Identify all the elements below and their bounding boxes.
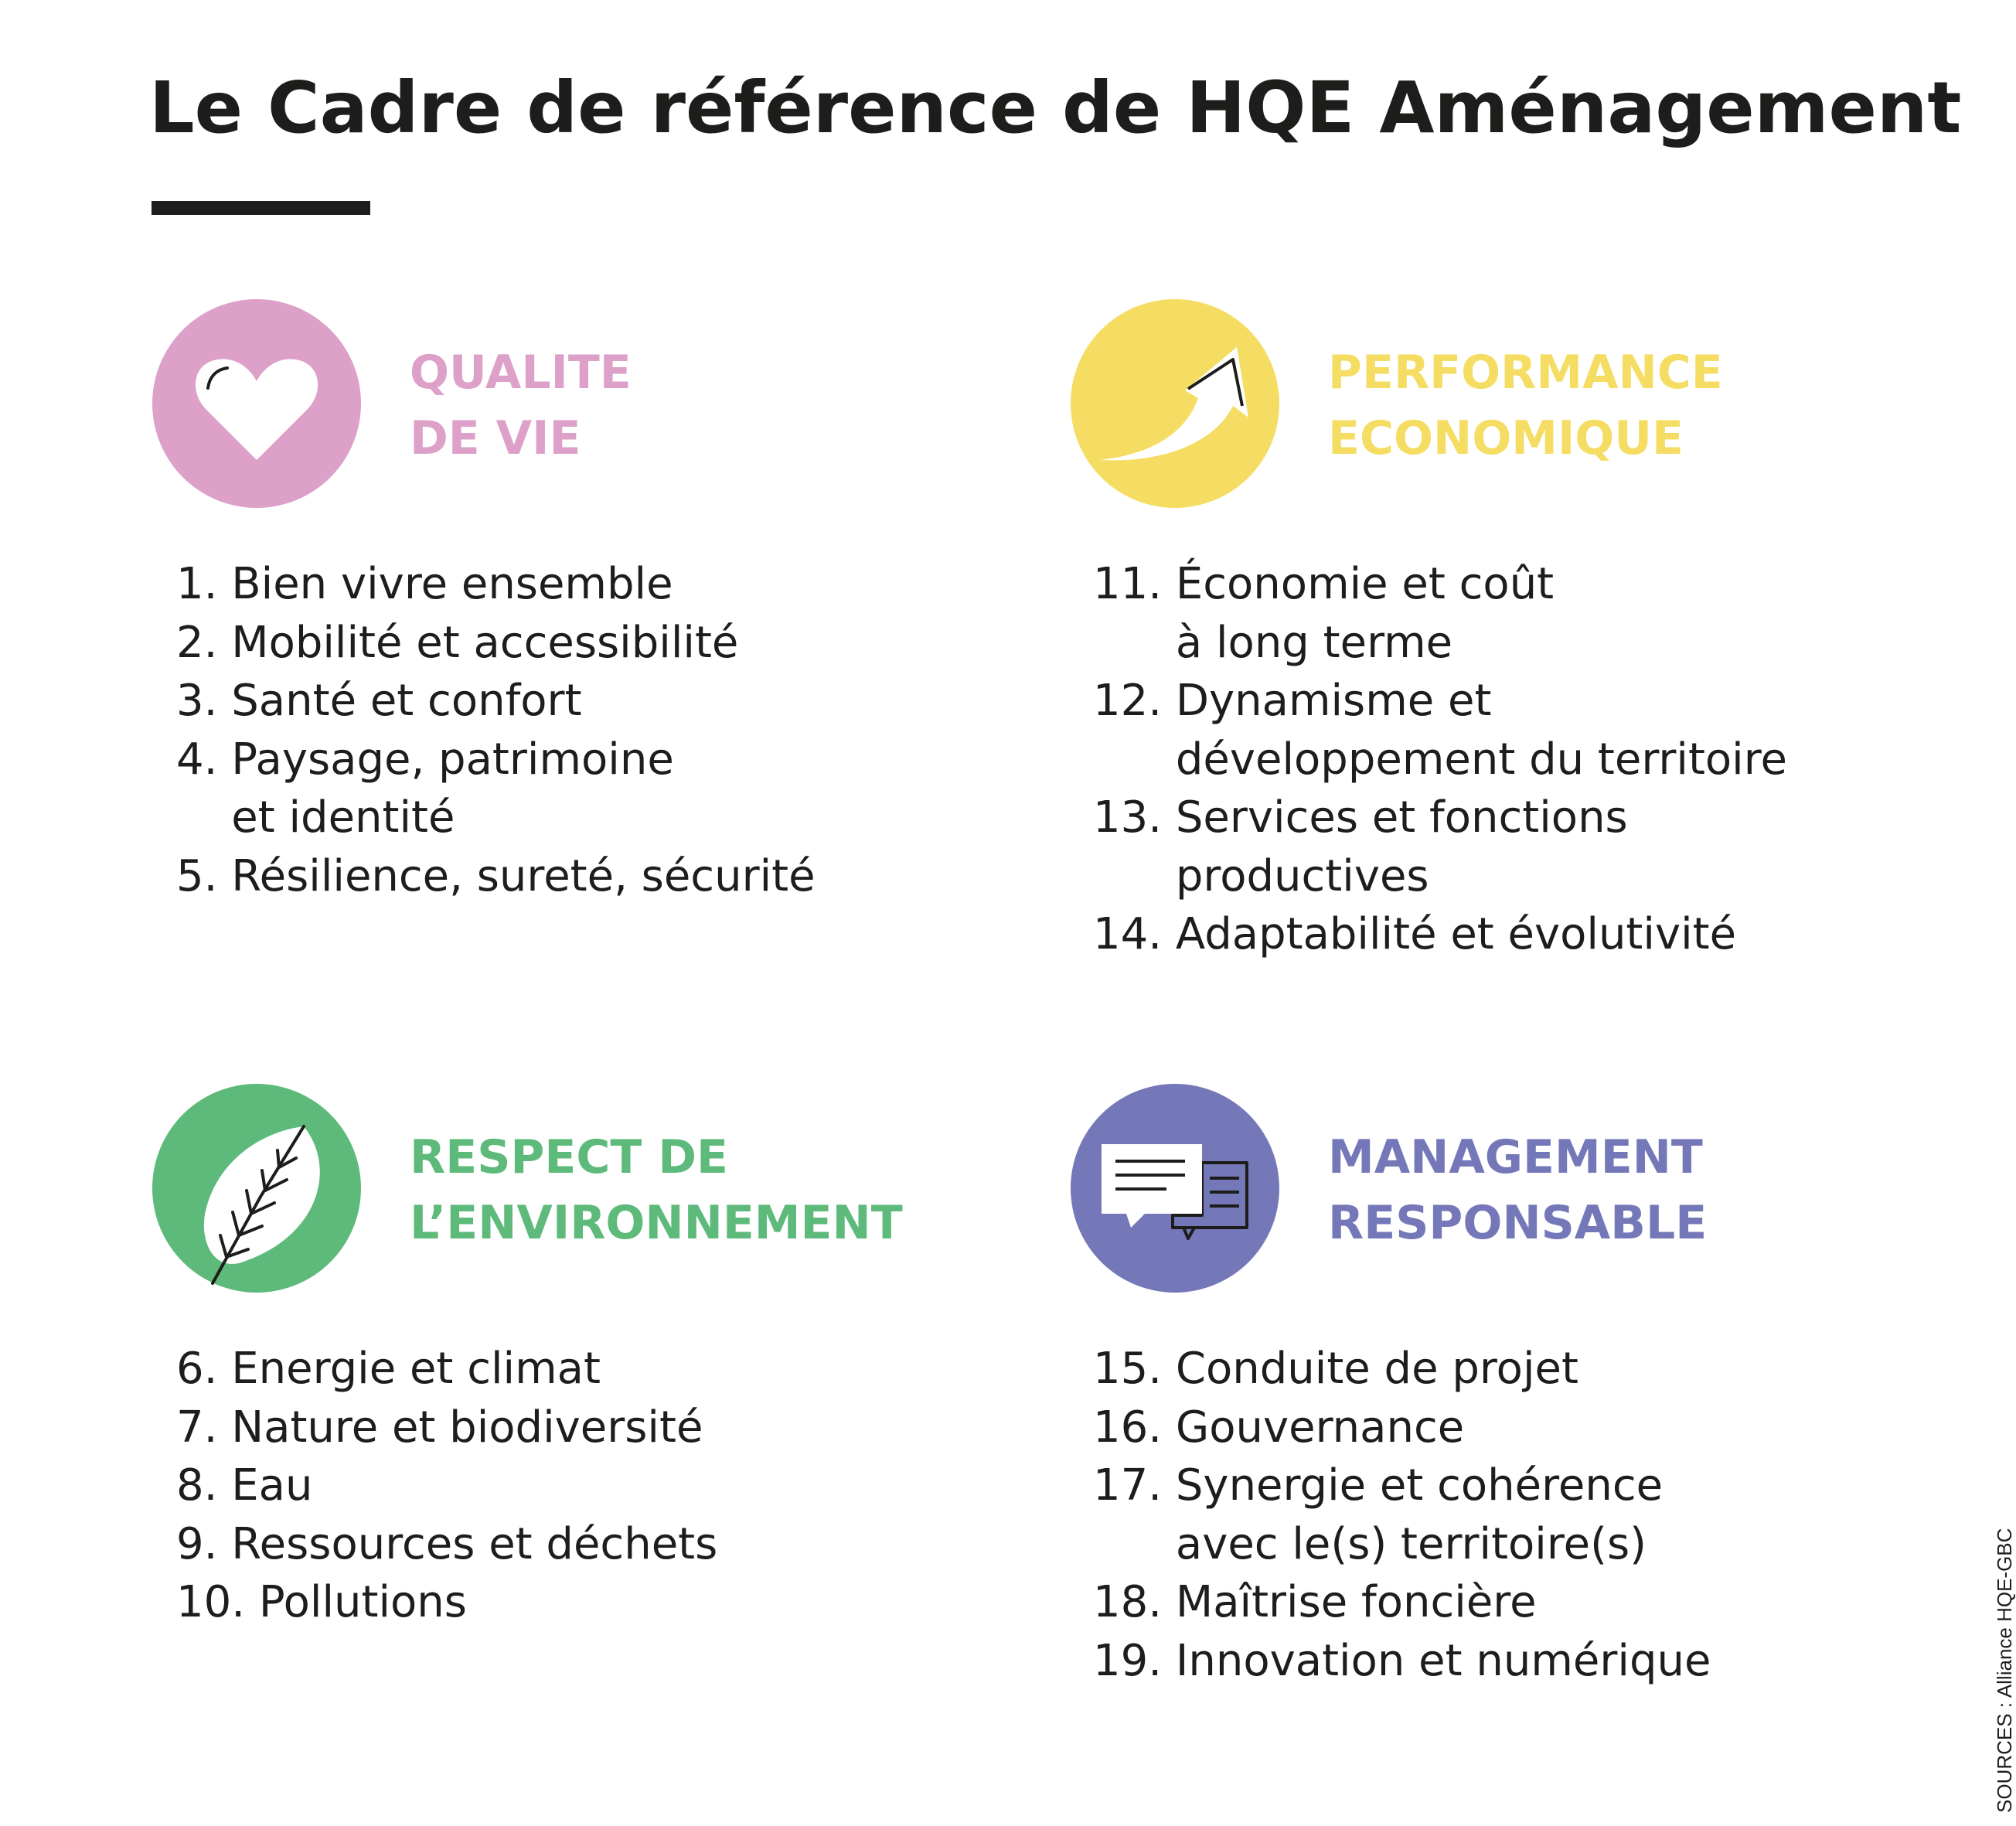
criteria-label: Mobilité et accessibilité (231, 617, 739, 668)
criteria-number: 1. (176, 559, 218, 609)
criteria-label: Économie et coût (1175, 559, 1555, 609)
criteria-label: Nature et biodiversité (231, 1402, 703, 1453)
criteria-item (176, 1340, 717, 1398)
management-responsable-badge (1071, 1084, 1279, 1293)
criteria-list-management-responsable (1093, 1340, 1711, 1690)
criteria-item (1093, 555, 1787, 672)
criteria-number: 15. (1093, 1344, 1163, 1394)
criteria-number: 5. (176, 850, 218, 901)
criteria-number: 7. (176, 1402, 218, 1453)
criteria-label: Paysage, patrimoine (231, 734, 674, 785)
performance-economique-badge (1071, 299, 1279, 508)
criteria-label: Dynamisme et (1175, 676, 1492, 726)
heart-icon (152, 299, 361, 508)
criteria-item (176, 555, 816, 614)
source-credit: SOURCES : Alliance HQE-GBC (1993, 1528, 2016, 1813)
criteria-item (176, 847, 816, 906)
criteria-label: Adaptabilité et évolutivité (1175, 909, 1737, 959)
heading-line: ECONOMIQUE (1328, 411, 1684, 465)
heading-line: QUALITE (410, 346, 632, 400)
criteria-number: 14. (1093, 909, 1163, 959)
criteria-item (1093, 905, 1787, 964)
criteria-number: 8. (176, 1460, 218, 1511)
criteria-label: Energie et climat (231, 1344, 601, 1394)
section-heading-performance-economique (1328, 340, 1723, 472)
criteria-label-continued: et identité (231, 792, 455, 843)
criteria-label-continued: à long terme (1175, 617, 1453, 668)
criteria-number: 3. (176, 676, 218, 726)
section-heading-qualite-de-vie (410, 340, 632, 472)
criteria-label: Bien vivre ensemble (231, 559, 673, 609)
title-underline (152, 201, 370, 215)
criteria-item (1093, 1340, 1711, 1398)
criteria-item (176, 1573, 717, 1632)
criteria-number: 13. (1093, 792, 1163, 843)
criteria-number: 18. (1093, 1577, 1163, 1627)
criteria-number: 17. (1093, 1460, 1163, 1511)
criteria-item (176, 731, 816, 847)
criteria-item (1093, 1456, 1711, 1573)
rising-arrow-icon (1071, 299, 1279, 508)
criteria-item (1093, 1632, 1711, 1691)
criteria-list-qualite-de-vie (176, 555, 816, 905)
criteria-number: 4. (176, 734, 218, 785)
section-heading-respect-environnement (410, 1125, 903, 1256)
criteria-item (176, 1456, 717, 1515)
criteria-label: Résilience, sureté, sécurité (231, 850, 816, 901)
leaf-icon (152, 1084, 361, 1293)
criteria-label: Synergie et cohérence (1175, 1460, 1664, 1511)
section-heading-management-responsable (1328, 1125, 1707, 1256)
heading-line: DE VIE (410, 411, 581, 465)
criteria-item (176, 672, 816, 731)
criteria-item (176, 1398, 717, 1457)
criteria-item (1093, 1398, 1711, 1457)
criteria-label: Innovation et numérique (1175, 1635, 1711, 1686)
criteria-label: Conduite de projet (1175, 1344, 1578, 1394)
criteria-label: Eau (231, 1460, 313, 1511)
heading-line: PERFORMANCE (1328, 346, 1723, 400)
criteria-label-continued: avec le(s) territoire(s) (1175, 1518, 1647, 1569)
criteria-item (1093, 1573, 1711, 1632)
criteria-number: 9. (176, 1518, 218, 1569)
heading-line: MANAGEMENT (1328, 1130, 1703, 1184)
criteria-label: Services et fonctions (1175, 792, 1628, 843)
criteria-label: Maîtrise foncière (1175, 1577, 1537, 1627)
heading-line: RESPONSABLE (1328, 1196, 1708, 1250)
criteria-item (176, 1515, 717, 1574)
criteria-label: Santé et confort (231, 676, 582, 726)
criteria-label-continued: développement du territoire (1175, 734, 1787, 785)
respect-environnement-badge (152, 1084, 361, 1293)
page-title: Le Cadre de référence de HQE Aménagement (149, 66, 1962, 149)
criteria-number: 16. (1093, 1402, 1163, 1453)
criteria-item (1093, 672, 1787, 789)
criteria-number: 6. (176, 1344, 218, 1394)
criteria-item (1093, 789, 1787, 905)
criteria-number: 11. (1093, 559, 1163, 609)
criteria-label: Pollutions (258, 1577, 467, 1627)
heading-line: RESPECT DE (410, 1130, 729, 1184)
qualite-de-vie-badge (152, 299, 361, 508)
criteria-label: Ressources et déchets (231, 1518, 718, 1569)
criteria-number: 10. (176, 1577, 246, 1627)
criteria-number: 19. (1093, 1635, 1163, 1686)
criteria-list-respect-environnement (176, 1340, 717, 1632)
criteria-label-continued: productives (1175, 850, 1429, 901)
criteria-list-performance-economique (1093, 555, 1787, 964)
criteria-number: 2. (176, 617, 218, 668)
criteria-number: 12. (1093, 676, 1163, 726)
criteria-item (176, 614, 816, 673)
heading-line: L’ENVIRONNEMENT (410, 1196, 903, 1250)
speech-bubbles-icon (1071, 1084, 1279, 1293)
criteria-label: Gouvernance (1175, 1402, 1465, 1453)
